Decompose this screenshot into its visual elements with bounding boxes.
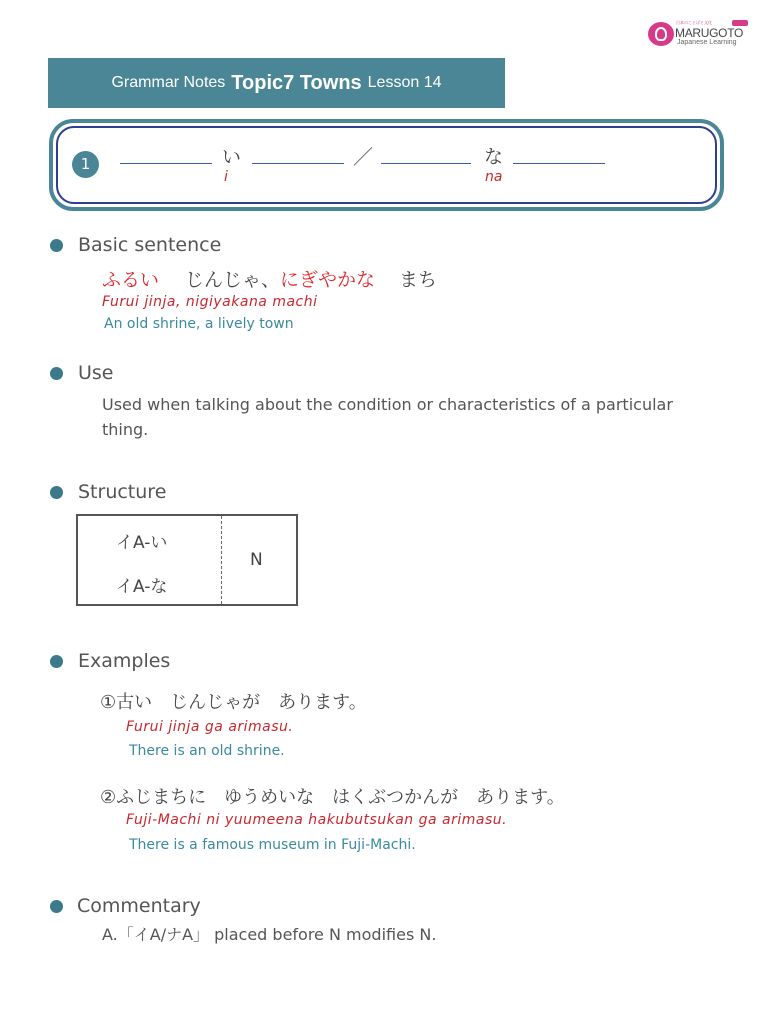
use-text-line2: thing.	[102, 420, 149, 439]
bullet-icon	[50, 655, 63, 668]
examples-heading: Examples	[78, 650, 171, 672]
basic-noun1: じんじゃ、	[185, 269, 281, 291]
structure-noun: N	[250, 550, 263, 570]
example-1-jp: ①古い じんじゃが あります。	[100, 692, 367, 713]
pattern-i-char: い	[222, 146, 242, 168]
pattern-slash: ／	[353, 145, 373, 169]
example-1-romaji: Furui jinja ga arimasu.	[126, 719, 294, 735]
bullet-icon	[50, 486, 63, 499]
logo-subtitle: Japanese Learning	[677, 39, 737, 46]
basic-sentence-heading: Basic sentence	[78, 234, 222, 256]
pattern-blank-3	[381, 163, 471, 164]
example-2-jp: ②ふじまちに ゆうめいな はくぶつかんが あります。	[100, 787, 565, 808]
use-text-line1: Used when talking about the condition or characteristics of a particular	[102, 395, 673, 414]
bullet-icon	[50, 367, 63, 380]
logo-tagline: 日本のことばと文化	[676, 20, 712, 25]
pattern-blank-1	[120, 163, 212, 164]
bullet-icon	[50, 239, 63, 252]
basic-adj2: にぎやかな	[280, 269, 376, 291]
grammar-pattern-box	[49, 119, 724, 211]
structure-row2: イA-な	[116, 577, 168, 597]
basic-adj1: ふるい	[102, 269, 160, 291]
structure-row1: イA-い	[116, 533, 168, 553]
structure-table	[76, 514, 298, 606]
header-prefix: Grammar Notes	[111, 74, 226, 91]
commentary-text: A.「イA/ナA」 placed before N modifies N.	[102, 925, 437, 944]
use-heading: Use	[78, 362, 114, 384]
example-1-english: There is an old shrine.	[129, 743, 285, 759]
basic-sentence-english: An old shrine, a lively town	[104, 316, 294, 332]
commentary-heading: Commentary	[77, 895, 201, 917]
pattern-na-char: な	[484, 146, 504, 168]
page-header	[48, 58, 505, 108]
example-2-romaji: Fuji-Machi ni yuumeena hakubutsukan ga arimasu.	[126, 812, 508, 828]
basic-noun2: まち	[399, 269, 438, 291]
pattern-number-badge: 1	[72, 151, 99, 178]
pattern-blank-4	[513, 163, 605, 164]
basic-sentence-jp	[102, 265, 437, 292]
pattern-na-romaji: na	[485, 169, 503, 185]
pattern-i-romaji: i	[224, 169, 228, 185]
pattern-blank-2	[252, 163, 344, 164]
header-lesson: Lesson 14	[367, 74, 442, 91]
marugoto-logo	[648, 20, 748, 50]
example-2-english: There is a famous museum in Fuji-Machi.	[129, 837, 416, 853]
header-topic: Topic7 Towns	[231, 71, 362, 94]
basic-sentence-romaji: Furui jinja, nigiyakana machi	[102, 294, 318, 310]
logo-name: MARUGOTO	[675, 26, 744, 40]
bullet-icon	[50, 900, 63, 913]
structure-heading: Structure	[78, 481, 167, 503]
logo-mark-icon	[648, 22, 674, 46]
